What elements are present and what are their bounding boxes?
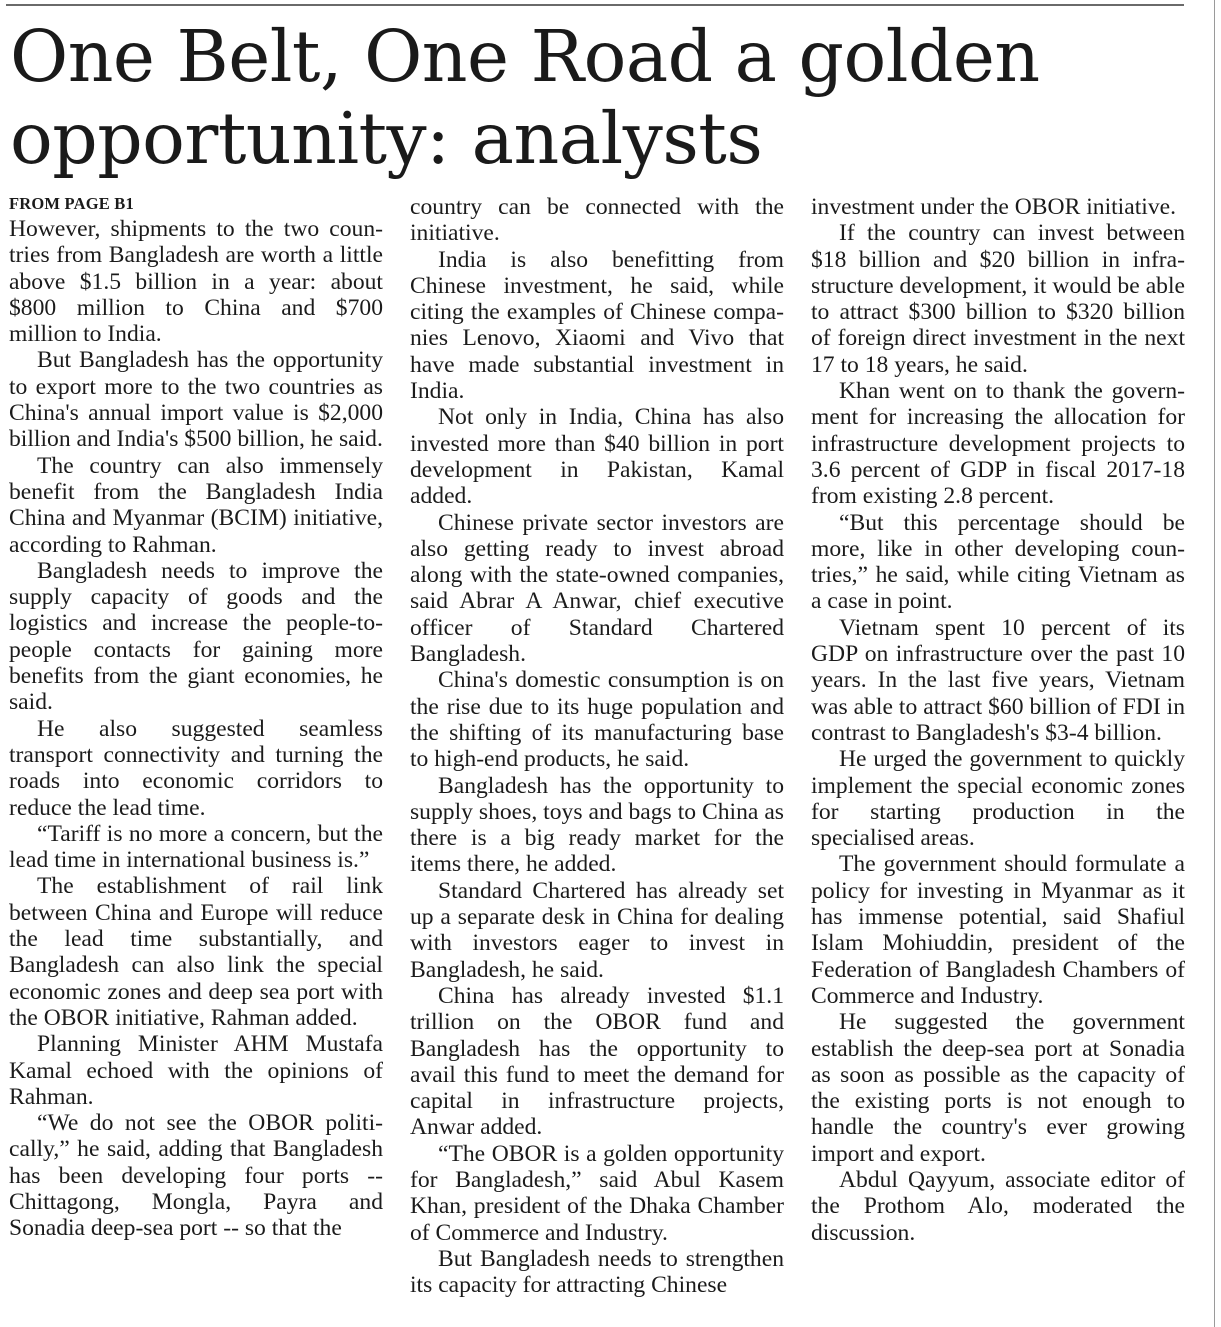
headline-line-1: One Belt, One Road a golden [10,15,1040,98]
headline [10,16,1200,180]
article-paragraph: Planning Minister AHM Mustafa Kamal echoed with the opinions of Rahman. [9,1031,383,1110]
continued-from-label: FROM PAGE B1 [9,194,134,213]
article-paragraph: Bangladesh needs to improve the supply capacity of goods and the logistics and increase the people-to-people contacts for gaining more benefits from the giant economies, he said. [9,557,383,716]
article-paragraph: However, shipments to the two countries from Bangladesh are worth a little above $1.5 billion in a year: about $800 million to China and $700 million to India. [9,216,383,348]
article-paragraph: But Bangladesh has the opportunity to export more to the two countries as China's annual import value is $2,000 billion and India's $500 billion, he said. [9,347,383,453]
article-paragraph: Bangladesh has the opportunity to supply shoes, toys and bags to China as there is a big ready market for the items there, he added. [410,772,784,878]
column-2-paragraphs [410,194,784,1298]
article-paragraph: India is also benefitting from Chinese investment, he said, while citing the examples of Chinese companies Lenovo, Xiaomi and Vivo that have made substantial investment in India. [410,246,784,405]
article-paragraph: Standard Chartered has already set up a separate desk in China for dealing with investors eager to invest in Bangladesh, he said. [410,877,784,983]
page-edge [1214,0,1215,1327]
article-paragraph: China has already invested $1.1 trillion on the OBOR fund and Bangladesh has the opportunity to avail this fund to meet the demand for capital in infrastructure projects, Anwar added. [410,982,784,1141]
article-paragraph: Khan went on to thank the government for increasing the allocation for infrastructure development projects to 3.6 percent of GDP in fiscal 2017-18 from existing 2.8 percent. [811,378,1185,510]
column-1-paragraphs [9,216,383,1242]
article-column-2 [410,194,784,1298]
article-paragraph: Vietnam spent 10 percent of its GDP on infrastructure over the past 10 years. In the last five years, Vietnam was able to attract $60 billion of FDI in contrast to Bangladesh's $3-4 billion. [811,614,1185,746]
article-paragraph: But Bangladesh needs to strengthen its capacity for attracting Chinese [410,1245,784,1299]
article-paragraph: Abdul Qayyum, associate editor of the Prothom Alo, moderated the discussion. [811,1166,1185,1246]
article-paragraph: China's domestic consumption is on the rise due to its huge population and the shifting of its manufacturing base to high-end products, he said. [410,667,784,773]
top-rule [6,4,1184,6]
article-paragraph: He also suggested seamless transport connectivity and turning the roads into economic corridors to reduce the lead time. [9,715,383,821]
article-paragraph: The government should formulate a policy for investing in Myanmar as it has immense potential, said Shafiul Islam Mohiuddin, president of the Federation of Bangladesh Chambers of Commerce and Industry. [811,851,1185,1009]
article-paragraph: “We do not see the OBOR politically,” he said, adding that Bangladesh has been developing four ports -- Chittagong, Mongla, Payra and Sonadia deep-sea port -- so that the [9,1110,383,1242]
article-paragraph: Not only in India, China has also invested more than $40 billion in port development in Pakistan, Kamal added. [410,404,784,510]
article-paragraph: The country can also immensely benefit from the Bangladesh India China and Myanmar (BCIM) initiative, according to Rahman. [9,452,383,558]
article-column-3 [811,194,1185,1246]
article-paragraph: The establishment of rail link between China and Europe will reduce the lead time substantially, and Bangladesh can also link the special economic zones and deep sea port with the OBOR initiative, Rahman added. [9,873,383,1031]
column-3-paragraphs [811,194,1185,1246]
article-paragraph: “But this percentage should be more, like in other developing countries,” he said, while citing Vietnam as a case in point. [811,509,1185,615]
article-column-1 [9,193,383,1242]
article-paragraph: “The OBOR is a golden opportunity for Bangladesh,” said Abul Kasem Khan, president of the Dhaka Chamber of Commerce and Industry. [410,1140,784,1246]
article-paragraph: If the country can invest between $18 billion and $20 billion in infrastructure development, it would be able to attract $300 billion to $320 billion of foreign direct investment in the next 17 to 18 years, he said. [811,220,1185,378]
article-paragraph: He urged the government to quickly implement the special economic zones for starting production in the specialised areas. [811,746,1185,852]
article-paragraph: “Tariff is no more a concern, but the lead time in international business is.” [9,820,383,874]
article-paragraph: He suggested the government establish the deep-sea port at Sonadia as soon as possible as the capacity of the existing ports is not enough to handle the country's ever growing import and export. [811,1009,1185,1167]
headline-line-2: opportunity: analysts [10,97,763,180]
article-paragraph: Chinese private sector investors are also getting ready to invest abroad along with the state-owned companies, said Abrar A Anwar, chief executive officer of Standard Chartered Bangladesh. [410,509,784,668]
article-paragraph: investment under the OBOR initiative. [811,194,1176,220]
article-paragraph: country can be connected with the initiative. [410,194,784,247]
